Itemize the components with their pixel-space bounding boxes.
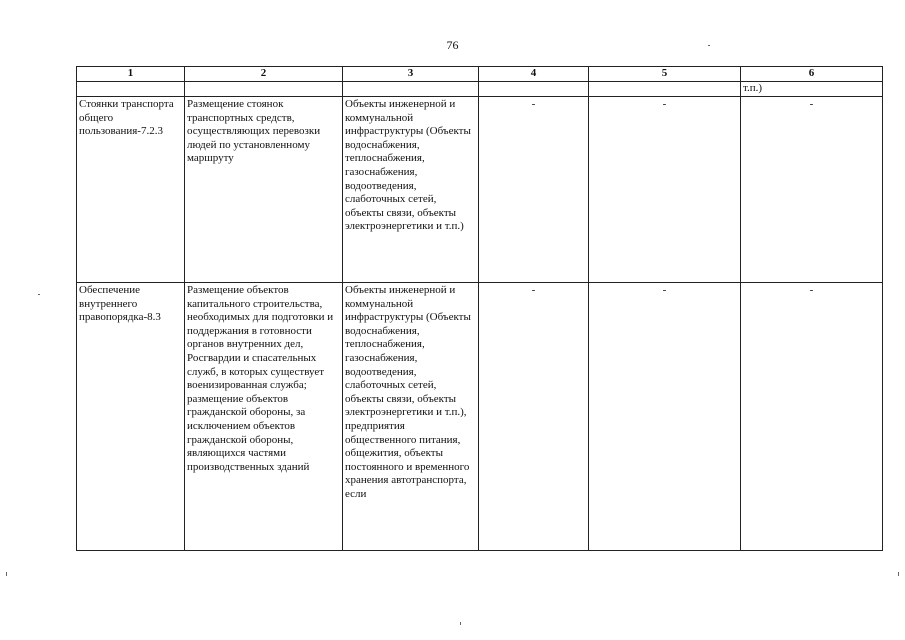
description-cell (185, 283, 343, 551)
scan-speck (460, 622, 461, 625)
regulations-table (76, 66, 883, 551)
col6-value: - (809, 98, 814, 110)
header-col-5: 5 (589, 67, 741, 82)
use-type-cell (77, 283, 185, 551)
use-type-text: Стоянки транспорта общего пользования-7.2.3 (79, 98, 174, 138)
auxiliary-uses-cell (343, 283, 479, 551)
description-cell (185, 97, 343, 283)
header-col-1: 1 (77, 67, 185, 82)
scan-speck (708, 45, 710, 46)
continuation-row (77, 82, 883, 97)
col6-cell (741, 97, 883, 283)
continuation-cell-2 (185, 82, 343, 97)
auxiliary-uses-cell (343, 97, 479, 283)
continuation-cell-3 (343, 82, 479, 97)
table-row (77, 283, 883, 551)
col4-value: - (531, 284, 536, 296)
description-text: Размещение объектов капитального строительства, необходимых для подготовки и поддержания в готовности органов внутренних дел, Росгвардии и спасательных служб, в которых существует военизированная служба; размещение объектов гражданской обороны, за исключением объектов гражданской обороны, являющихся частями производственных зданий (187, 284, 334, 473)
header-col-6: 6 (741, 67, 883, 82)
col5-value: - (662, 284, 667, 296)
auxiliary-uses-text: Объекты инженерной и коммунальной инфраструктуры (Объекты водоснабжения, теплоснабжения, газоснабжения, водоотведения, слаботочных сетей, объекты связи, объекты электроэнергетики и т.п.), предприятия общественного питания, общежития, объекты постоянного и временного хранения автотранспорта, если (345, 284, 471, 500)
col5-cell (589, 97, 741, 283)
auxiliary-uses-text: Объекты инженерной и коммунальной инфраструктуры (Объекты водоснабжения, теплоснабжения, газоснабжения, водоотведения, слаботочных сетей, объекты связи, объекты электроэнергетики и т.п.) (345, 98, 471, 233)
scan-speck (898, 572, 899, 576)
header-col-3: 3 (343, 67, 479, 82)
continuation-cell-5 (589, 82, 741, 97)
header-col-4: 4 (479, 67, 589, 82)
description-text: Размещение стоянок транспортных средств, осуществляющих перевозки людей по установленному маршруту (187, 98, 321, 165)
use-type-text: Обеспечение внутреннего правопорядка-8.3 (79, 284, 161, 324)
col5-cell (589, 283, 741, 551)
scan-speck (38, 294, 40, 295)
col5-value: - (662, 98, 667, 110)
header-row (77, 67, 883, 82)
scan-speck (6, 572, 7, 576)
continuation-cell-4 (479, 82, 589, 97)
page-number: 76 (446, 38, 459, 52)
continuation-cell-6: т.п.) (741, 82, 883, 97)
col4-cell (479, 283, 589, 551)
continuation-cell-1 (77, 82, 185, 97)
col6-value: - (809, 284, 814, 296)
col4-cell (479, 97, 589, 283)
col4-value: - (531, 98, 536, 110)
use-type-cell (77, 97, 185, 283)
table-row (77, 97, 883, 283)
header-col-2: 2 (185, 67, 343, 82)
col6-cell (741, 283, 883, 551)
